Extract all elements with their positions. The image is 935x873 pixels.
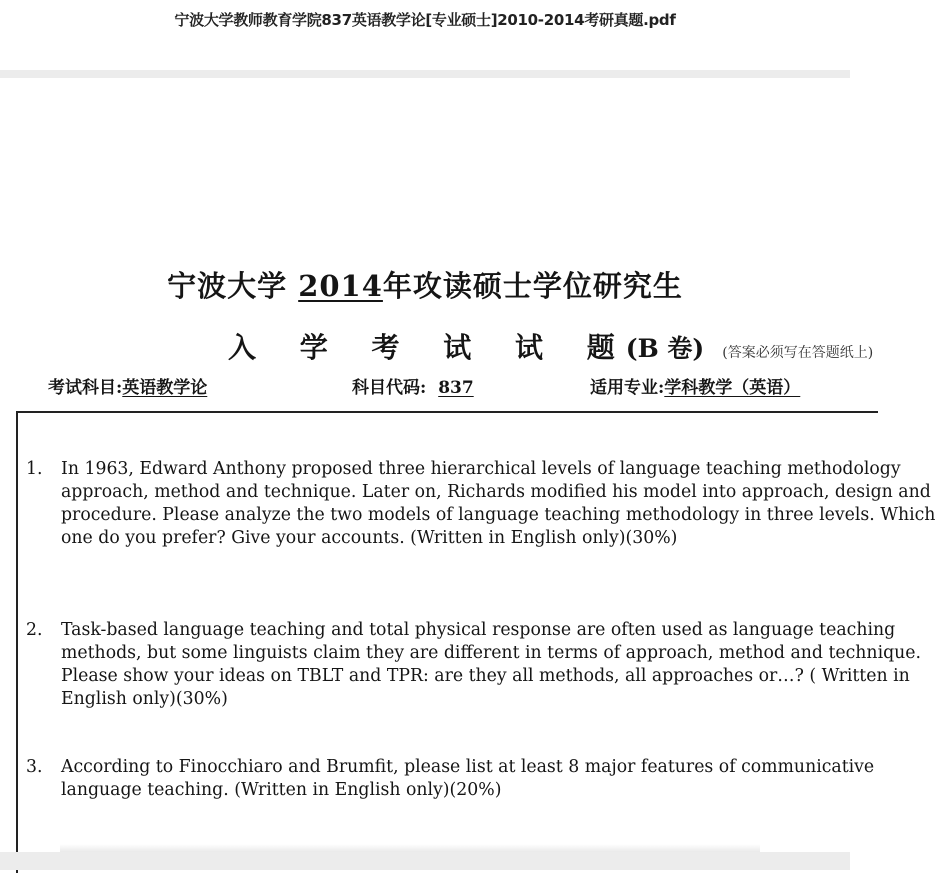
question-number: 3. bbox=[26, 757, 43, 777]
code-label: 科目代码: bbox=[352, 378, 427, 398]
question-line: language teaching. (Written in English only)(20%) bbox=[61, 780, 502, 800]
exam-title-year: 2014 bbox=[298, 269, 383, 303]
exam-subtitle bbox=[228, 326, 873, 366]
question-line: English only)(30%) bbox=[61, 689, 228, 709]
subject-value: 英语教学论 bbox=[122, 378, 208, 398]
question-line: In 1963, Edward Anthony proposed three hierarchical levels of language teaching methodology bbox=[61, 459, 901, 479]
question-text bbox=[61, 619, 922, 711]
question-line: one do you prefer? Give your accounts. (Written in English only)(30%) bbox=[61, 528, 678, 548]
question-line: approach, method and technique. Later on, Richards modified his model into approach, design and bbox=[61, 482, 931, 502]
viewer-titlebar bbox=[0, 0, 850, 70]
question-line: Task-based language teaching and total physical response are often used as language teaching bbox=[61, 620, 896, 640]
exam-subtitle-text: 入 学 考 试 试 题 bbox=[228, 331, 632, 364]
major-label: 适用专业: bbox=[590, 378, 665, 398]
document-title: 宁波大学教师教育学院837英语教学论[专业硕士]2010-2014考研真题.pdf bbox=[174, 11, 676, 29]
question-number: 2. bbox=[26, 620, 43, 640]
question-number: 1. bbox=[26, 459, 43, 479]
exam-paper-version: (B 卷) bbox=[625, 334, 705, 363]
code-value: 837 bbox=[438, 378, 474, 398]
exam-title bbox=[0, 264, 850, 305]
exam-title-suffix: 年攻读硕士学位研究生 bbox=[382, 269, 683, 303]
exam-title-school: 宁波大学 bbox=[167, 269, 288, 303]
exam-answer-note: (答案必须写在答题纸上) bbox=[722, 345, 874, 361]
viewer-bottom-bar bbox=[0, 852, 850, 870]
question-line: According to Finocchiaro and Brumfit, please list at least 8 major features of communicative bbox=[61, 757, 875, 777]
pdf-page bbox=[0, 78, 935, 852]
exam-code bbox=[352, 373, 480, 398]
exam-subject bbox=[48, 373, 207, 398]
question-text bbox=[61, 756, 876, 802]
question-line: methods, but some linguists claim they are different in terms of approach, method and technique. bbox=[61, 643, 922, 663]
titlebar-separator bbox=[0, 70, 850, 78]
question-line: procedure. Please analyze the two models of language teaching methodology in three levels. Which bbox=[61, 505, 935, 525]
question-text bbox=[61, 458, 935, 550]
question-line: Please show your ideas on TBLT and TPR: are they all methods, all approaches or…? ( Written in bbox=[61, 666, 910, 686]
exam-major bbox=[590, 373, 800, 398]
subject-label: 考试科目: bbox=[48, 378, 123, 398]
major-value: 学科教学（英语） bbox=[664, 378, 801, 398]
